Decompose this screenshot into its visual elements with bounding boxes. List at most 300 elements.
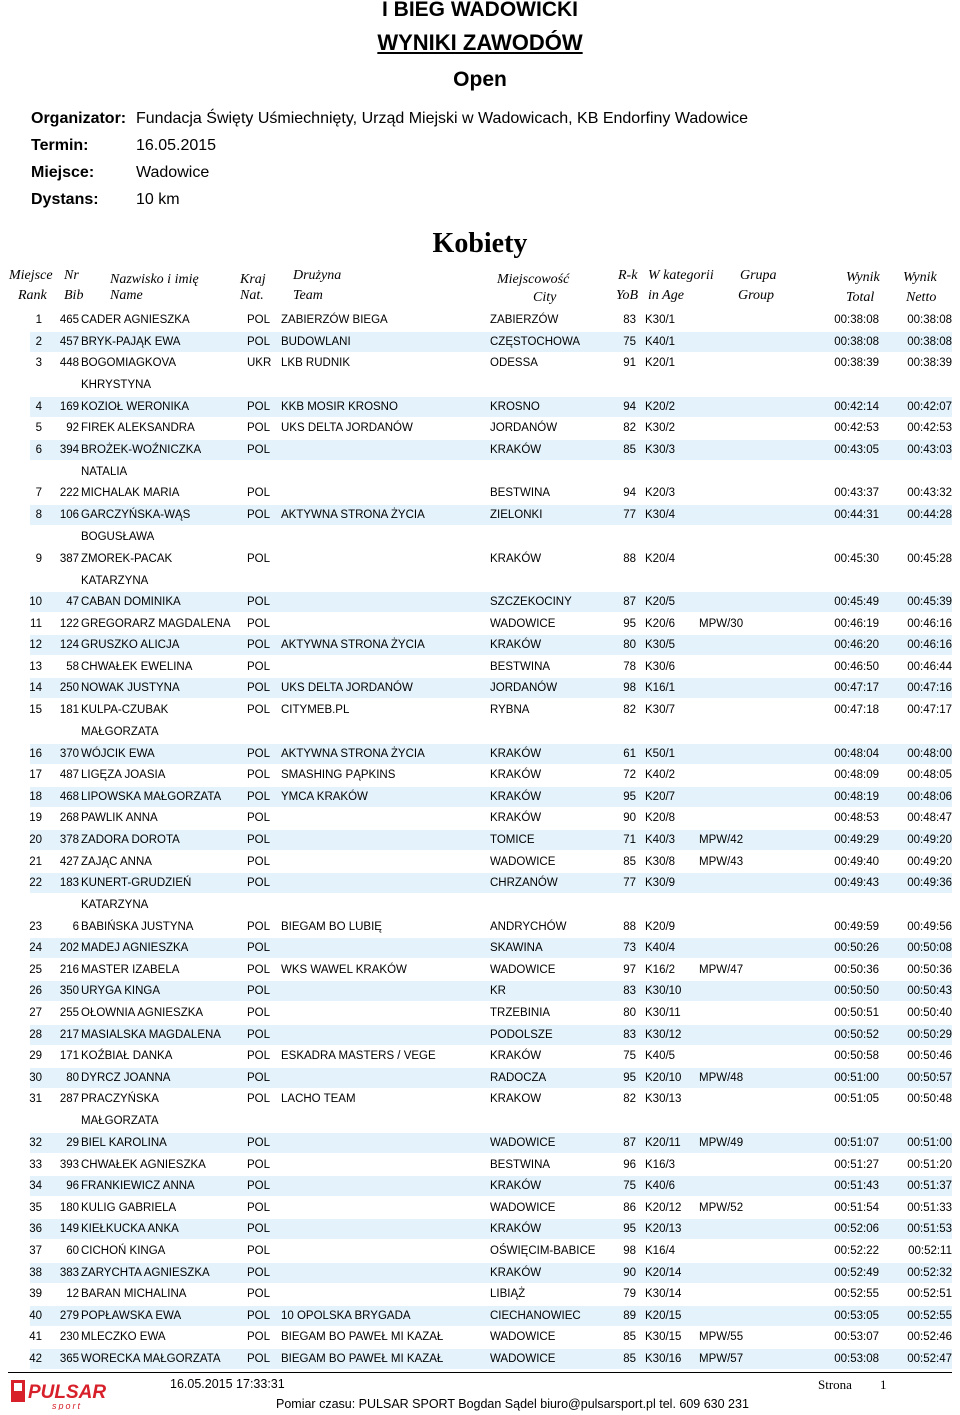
cell-total: 00:51:27 <box>834 1158 879 1171</box>
cell-net: 00:43:32 <box>907 487 952 500</box>
cell-nat: POL <box>247 790 271 803</box>
page-label: Strona <box>818 1377 852 1392</box>
organizer-value: Fundacja Święty Uśmiechnięty, Urząd Miejski w Wadowicach, KB Endorfiny Wadowice <box>136 110 749 127</box>
cell-nat: POL <box>247 1201 271 1214</box>
cell-city: WADOWICE <box>490 855 556 868</box>
cell-bib: 230 <box>59 1331 79 1344</box>
cell-nat: POL <box>247 833 271 846</box>
cell-bib: 171 <box>59 1050 79 1063</box>
cell-city: KRAKÓW <box>490 812 542 825</box>
print-timestamp: 16.05.2015 17:33:31 <box>170 1377 285 1391</box>
cell-yob: 89 <box>623 1309 636 1322</box>
cell-bib: 378 <box>59 833 79 846</box>
cell-yob: 94 <box>623 487 636 500</box>
col-nat-en: Nat. <box>240 288 264 303</box>
cell-cat: K30/6 <box>645 660 676 673</box>
cell-nat: POL <box>247 1352 271 1365</box>
cell-total: 00:51:00 <box>834 1071 879 1084</box>
cell-rank: 17 <box>29 769 42 782</box>
cell-cat: K40/3 <box>645 833 676 846</box>
cell-name: KIEŁKUCKA ANKA <box>81 1223 179 1236</box>
cell-city: KRAKÓW <box>490 747 542 760</box>
cell-bib: 58 <box>66 660 79 673</box>
cell-name-line2: KATARZYNA <box>81 899 149 912</box>
cell-bib: 60 <box>66 1244 79 1257</box>
col-total-en: Total <box>846 290 875 305</box>
cell-cat: K20/13 <box>645 1223 682 1236</box>
cell-net: 00:49:20 <box>907 855 952 868</box>
cell-net: 00:50:40 <box>907 1007 952 1019</box>
cell-city: LIBIĄŻ <box>490 1288 526 1301</box>
cell-bib: 387 <box>59 552 79 565</box>
cell-bib: 47 <box>66 596 79 608</box>
cell-net: 00:52:32 <box>907 1266 952 1279</box>
cell-yob: 87 <box>623 1136 636 1149</box>
col-rank-en: Rank <box>18 288 47 303</box>
cell-total: 00:45:30 <box>834 552 879 565</box>
cell-city: SKAWINA <box>490 942 543 955</box>
cell-rank: 40 <box>29 1309 42 1322</box>
col-net-en: Netto <box>906 290 937 305</box>
cell-total: 00:47:17 <box>834 682 879 695</box>
cell-city: KRAKOW <box>490 1093 542 1106</box>
cell-net: 00:38:39 <box>907 357 952 370</box>
cell-cat: K40/4 <box>645 942 676 955</box>
cell-nat: POL <box>247 617 271 630</box>
cell-nat: POL <box>247 1331 271 1344</box>
cell-group: MPW/57 <box>699 1352 744 1365</box>
cell-nat: POL <box>247 1071 271 1084</box>
cell-bib: 350 <box>59 985 79 998</box>
cell-cat: K30/13 <box>645 1093 682 1106</box>
cell-cat: K30/14 <box>645 1288 682 1301</box>
cell-city: WADOWICE <box>490 1136 556 1149</box>
cell-name: BOGOMIAGKOVA <box>81 357 176 370</box>
cell-cat: K30/8 <box>645 855 676 868</box>
cell-cat: K20/2 <box>645 400 676 413</box>
cell-group: MPW/47 <box>699 963 744 976</box>
cell-name: MICHALAK MARIA <box>81 487 180 500</box>
cell-cat: K20/6 <box>645 617 676 630</box>
cell-name: ZARYCHTA AGNIESZKA <box>81 1266 210 1279</box>
cell-yob: 98 <box>623 682 636 695</box>
cell-rank: 4 <box>35 400 42 413</box>
cell-name: GARCZYŃSKA-WĄS <box>81 509 191 521</box>
cell-total: 00:50:51 <box>834 1007 879 1019</box>
cell-yob: 95 <box>623 617 636 630</box>
cell-group: MPW/55 <box>699 1331 744 1344</box>
col-group-en: Group <box>738 288 775 303</box>
cell-rank: 20 <box>29 833 42 846</box>
cell-name-line2: KATARZYNA <box>81 574 149 587</box>
cell-rank: 31 <box>29 1093 42 1106</box>
cell-cat: K20/11 <box>645 1136 681 1149</box>
cell-cat: K16/1 <box>645 682 676 695</box>
cell-net: 00:50:08 <box>907 942 952 955</box>
distance-label: Dystans: <box>31 191 99 208</box>
cell-city: WADOWICE <box>490 1331 556 1344</box>
cell-name-line2: NATALIA <box>81 465 128 478</box>
cell-nat: POL <box>247 400 271 413</box>
cell-net: 00:38:08 <box>907 314 952 326</box>
cell-yob: 98 <box>623 1244 636 1257</box>
cell-net: 00:42:07 <box>907 400 952 413</box>
cell-rank: 19 <box>29 812 42 825</box>
cell-nat: POL <box>247 487 271 500</box>
col-team-pl: Drużyna <box>293 268 342 283</box>
cell-bib: 202 <box>59 942 79 955</box>
cell-cat: K20/4 <box>645 552 676 565</box>
cell-net: 00:50:36 <box>907 963 952 976</box>
cell-net: 00:50:48 <box>907 1093 952 1106</box>
cell-cat: K16/3 <box>645 1158 676 1171</box>
cell-rank: 3 <box>35 357 42 370</box>
cell-name: WORECKA MAŁGORZATA <box>81 1352 221 1365</box>
cell-nat: POL <box>247 942 271 955</box>
cell-cat: K20/14 <box>645 1266 682 1279</box>
cell-rank: 18 <box>29 790 42 803</box>
cell-nat: POL <box>247 1158 271 1171</box>
timing-info: Pomiar czasu: PULSAR SPORT Bogdan Sądel biuro@pulsarsport.pl tel. 609 630 231 <box>276 1397 749 1411</box>
cell-yob: 96 <box>623 1158 636 1171</box>
cell-name: ZMOREK-PACAK <box>81 552 173 565</box>
cell-rank: 37 <box>29 1244 42 1257</box>
cell-name: DYRCZ JOANNA <box>81 1071 171 1084</box>
cell-name: MLECZKO EWA <box>81 1331 166 1344</box>
cell-nat: POL <box>247 1244 271 1257</box>
cell-bib: 222 <box>59 487 79 500</box>
cell-cat: K30/1 <box>645 314 676 326</box>
cell-rank: 13 <box>29 660 42 673</box>
cell-team: ESKADRA MASTERS / VEGE <box>281 1050 436 1063</box>
cell-cat: K20/7 <box>645 790 676 803</box>
cell-nat: POL <box>247 682 271 695</box>
cell-rank: 28 <box>29 1028 42 1041</box>
cell-cat: K30/16 <box>645 1352 682 1365</box>
cell-rank: 36 <box>29 1223 42 1236</box>
cell-bib: 268 <box>59 812 79 825</box>
cell-yob: 90 <box>623 1266 636 1279</box>
cell-nat: POL <box>247 1223 271 1236</box>
cell-nat: POL <box>247 314 271 326</box>
cell-rank: 29 <box>29 1050 42 1063</box>
cell-team: UKS DELTA JORDANÓW <box>281 422 413 435</box>
cell-city: RADOCZA <box>490 1071 547 1084</box>
cell-name: POPŁAWSKA EWA <box>81 1309 182 1322</box>
cell-nat: POL <box>247 963 271 976</box>
cell-total: 00:52:55 <box>834 1288 879 1301</box>
col-team-en: Team <box>293 288 323 303</box>
cell-bib: 181 <box>59 704 79 716</box>
cell-city: KRAKÓW <box>490 639 542 652</box>
cell-net: 00:49:20 <box>907 833 952 846</box>
cell-net: 00:52:51 <box>907 1288 952 1301</box>
cell-group: MPW/42 <box>699 833 744 846</box>
cell-total: 00:48:19 <box>834 790 879 803</box>
cell-nat: POL <box>247 769 271 782</box>
cell-name: PRACZYŃSKA <box>81 1093 159 1106</box>
col-cat-pl: W kategorii <box>648 268 714 283</box>
cell-bib: 427 <box>59 855 79 868</box>
cell-name: GREGORARZ MAGDALENA <box>81 617 231 630</box>
cell-net: 00:51:37 <box>907 1180 952 1193</box>
cell-yob: 85 <box>623 1331 636 1344</box>
cell-bib: 29 <box>66 1136 79 1149</box>
cell-nat: POL <box>247 335 271 348</box>
cell-yob: 71 <box>623 833 636 846</box>
cell-bib: 457 <box>59 335 79 348</box>
cell-nat: POL <box>247 704 271 716</box>
cell-name: LIGĘZA JOASIA <box>81 769 166 782</box>
cell-yob: 80 <box>623 1007 636 1019</box>
cell-net: 00:50:57 <box>907 1071 952 1084</box>
cell-total: 00:51:05 <box>834 1093 879 1106</box>
col-net-pl: Wynik <box>903 270 937 285</box>
cell-city: BESTWINA <box>490 487 551 500</box>
cell-name: LIPOWSKA MAŁGORZATA <box>81 790 222 803</box>
cell-total: 00:53:08 <box>834 1352 879 1365</box>
cell-nat: POL <box>247 877 271 890</box>
cell-team: KKB MOSIR KROSNO <box>281 400 398 413</box>
cell-name: KULIG GABRIELA <box>81 1201 177 1214</box>
cell-name-line2: MAŁGORZATA <box>81 726 159 738</box>
cell-team: 10 OPOLSKA BRYGADA <box>281 1309 411 1322</box>
cell-bib: 448 <box>59 357 79 370</box>
cell-name: BIEL KAROLINA <box>81 1136 167 1149</box>
cell-total: 00:52:06 <box>834 1223 879 1236</box>
cell-city: JORDANÓW <box>490 682 558 695</box>
cell-name: CABAN DOMINIKA <box>81 596 181 608</box>
cell-total: 00:48:53 <box>834 812 879 825</box>
cell-total: 00:50:36 <box>834 963 879 976</box>
col-rank-pl: Miejsce <box>9 268 53 283</box>
cell-total: 00:38:08 <box>834 314 879 326</box>
cell-yob: 73 <box>623 942 636 955</box>
cell-total: 00:50:52 <box>834 1028 879 1041</box>
cell-city: KRAKÓW <box>490 790 542 803</box>
cell-team: BIEGAM BO PAWEŁ MI KAZAŁ <box>281 1331 444 1344</box>
cell-yob: 77 <box>623 509 636 521</box>
cell-net: 00:51:00 <box>907 1136 952 1149</box>
cell-yob: 83 <box>623 1028 636 1041</box>
cell-bib: 106 <box>59 509 79 521</box>
cell-bib: 487 <box>59 769 79 782</box>
cell-net: 00:49:56 <box>907 920 952 933</box>
cell-name: URYGA KINGA <box>81 985 161 998</box>
cell-name: KOŹBIAŁ DANKA <box>81 1050 173 1063</box>
cell-nat: POL <box>247 1050 271 1063</box>
cell-yob: 83 <box>623 314 636 326</box>
cell-group: MPW/43 <box>699 855 744 868</box>
cell-total: 00:43:05 <box>834 443 879 456</box>
cell-rank: 38 <box>29 1266 42 1279</box>
cell-city: KRAKÓW <box>490 1180 542 1193</box>
cell-nat: POL <box>247 596 271 608</box>
cell-name: FRANKIEWICZ ANNA <box>81 1180 195 1193</box>
cell-bib: 96 <box>66 1180 79 1193</box>
cell-rank: 34 <box>29 1180 42 1193</box>
cell-nat: POL <box>247 639 271 652</box>
cell-group: MPW/48 <box>699 1071 744 1084</box>
cell-name: ZADORA DOROTA <box>81 833 180 846</box>
cell-net: 00:51:20 <box>907 1158 952 1171</box>
cell-name: ZAJĄC ANNA <box>81 855 152 868</box>
cell-city: KR <box>490 985 506 998</box>
cell-nat: POL <box>247 747 271 760</box>
cell-group: MPW/52 <box>699 1201 744 1214</box>
cell-bib: 468 <box>59 790 79 803</box>
cell-rank: 41 <box>29 1331 42 1344</box>
cell-city: BESTWINA <box>490 660 551 673</box>
cell-city: ZIELONKI <box>490 509 543 521</box>
cell-yob: 91 <box>623 357 636 370</box>
cell-net: 00:48:47 <box>907 812 952 825</box>
cell-team: SMASHING PĄPKINS <box>281 769 396 782</box>
cell-nat: POL <box>247 509 271 521</box>
cell-yob: 97 <box>623 963 636 976</box>
cell-name-line2: BOGUSŁAWA <box>81 531 155 543</box>
cell-total: 00:48:04 <box>834 747 879 760</box>
cell-cat: K30/15 <box>645 1331 682 1344</box>
cell-yob: 82 <box>623 422 636 435</box>
cell-city: TOMICE <box>490 833 535 846</box>
organizer-label: Organizator: <box>31 110 127 127</box>
cell-bib: 6 <box>72 920 79 933</box>
cell-bib: 12 <box>66 1288 79 1301</box>
cell-net: 00:49:36 <box>907 877 952 890</box>
cell-rank: 33 <box>29 1158 42 1171</box>
cell-nat: POL <box>247 552 271 565</box>
cell-team: UKS DELTA JORDANÓW <box>281 682 413 695</box>
cell-bib: 279 <box>59 1309 79 1322</box>
cell-cat: K40/1 <box>645 335 676 348</box>
cell-total: 00:42:53 <box>834 422 879 435</box>
cell-rank: 8 <box>35 509 42 521</box>
category-heading: Open <box>453 68 507 91</box>
cell-total: 00:50:26 <box>834 942 879 955</box>
cell-net: 00:48:06 <box>907 790 952 803</box>
cell-yob: 61 <box>623 747 636 760</box>
cell-city: KROSNO <box>490 400 540 413</box>
cell-total: 00:42:14 <box>834 400 879 413</box>
cell-nat: POL <box>247 812 271 825</box>
cell-net: 00:48:00 <box>907 747 952 760</box>
cell-total: 00:38:39 <box>834 357 879 370</box>
cell-name: KOZIOŁ WERONIKA <box>81 400 189 413</box>
cell-cat: K30/5 <box>645 639 676 652</box>
cell-name: BARAN MICHALINA <box>81 1288 187 1301</box>
cell-total: 00:51:07 <box>834 1136 879 1149</box>
cell-net: 00:45:28 <box>907 552 952 565</box>
cell-total: 00:53:07 <box>834 1331 879 1344</box>
cell-rank: 14 <box>29 682 42 695</box>
cell-bib: 169 <box>59 400 79 413</box>
place-label: Miejsce: <box>31 164 95 181</box>
cell-city: ANDRYCHÓW <box>490 920 567 933</box>
cell-net: 00:48:05 <box>907 769 952 782</box>
cell-name: CICHOŃ KINGA <box>81 1244 166 1257</box>
cell-city: OŚWIĘCIM-BABICE <box>490 1244 596 1257</box>
cell-cat: K20/8 <box>645 812 676 825</box>
cell-nat: UKR <box>247 357 272 370</box>
cell-net: 00:52:46 <box>907 1331 952 1344</box>
cell-bib: 370 <box>59 747 79 760</box>
cell-name: BROŻEK-WOŹNICZKA <box>81 443 202 456</box>
cell-total: 00:50:58 <box>834 1050 879 1063</box>
cell-team: BIEGAM BO LUBIĘ <box>281 920 382 933</box>
cell-rank: 27 <box>29 1007 42 1019</box>
cell-total: 00:49:40 <box>834 855 879 868</box>
cell-total: 00:48:09 <box>834 769 879 782</box>
cell-cat: K40/2 <box>645 769 676 782</box>
cell-total: 00:38:08 <box>834 335 879 348</box>
cell-net: 00:46:16 <box>907 639 952 652</box>
cell-nat: POL <box>247 422 271 435</box>
cell-name-line2: MAŁGORZATA <box>81 1115 159 1128</box>
cell-name: MASIALSKA MAGDALENA <box>81 1028 221 1041</box>
cell-team: LKB RUDNIK <box>281 357 351 370</box>
cell-city: KRAKÓW <box>490 1266 542 1279</box>
cell-yob: 77 <box>623 877 636 890</box>
cell-cat: K30/3 <box>645 443 676 456</box>
cell-city: KRAKÓW <box>490 769 542 782</box>
cell-city: ZABIERZÓW <box>490 314 559 326</box>
cell-nat: POL <box>247 1288 271 1301</box>
cell-total: 00:49:43 <box>834 877 879 890</box>
cell-yob: 95 <box>623 790 636 803</box>
cell-nat: POL <box>247 1266 271 1279</box>
cell-city: WADOWICE <box>490 1201 556 1214</box>
cell-yob: 94 <box>623 400 636 413</box>
logo-sub: sport <box>52 1401 83 1410</box>
cell-yob: 80 <box>623 639 636 652</box>
col-yob-en: YoB <box>616 288 639 303</box>
cell-name: NOWAK JUSTYNA <box>81 682 180 695</box>
cell-total: 00:46:19 <box>834 617 879 630</box>
cell-yob: 82 <box>623 1093 636 1106</box>
cell-net: 00:52:47 <box>907 1352 952 1365</box>
cell-cat: K20/9 <box>645 920 676 933</box>
cell-city: KRAKÓW <box>490 552 542 565</box>
cell-group: MPW/30 <box>699 617 744 630</box>
cell-yob: 95 <box>623 1223 636 1236</box>
cell-yob: 83 <box>623 985 636 998</box>
cell-bib: 124 <box>59 639 79 652</box>
cell-team: BIEGAM BO PAWEŁ MI KAZAŁ <box>281 1352 444 1365</box>
cell-name: KUNERT-GRUDZIEŃ <box>81 877 192 890</box>
cell-nat: POL <box>247 1309 271 1322</box>
cell-city: BESTWINA <box>490 1158 551 1171</box>
event-title: I BIEG WADOWICKI <box>382 0 578 21</box>
cell-net: 00:42:53 <box>907 422 952 435</box>
cell-rank: 24 <box>29 942 42 955</box>
cell-yob: 87 <box>623 596 636 608</box>
cell-rank: 12 <box>29 639 42 652</box>
cell-nat: POL <box>247 1093 271 1106</box>
cell-rank: 23 <box>29 920 42 933</box>
cell-total: 00:47:18 <box>834 704 879 716</box>
col-city-pl: Miejscowość <box>497 272 570 287</box>
cell-net: 00:44:28 <box>907 509 952 521</box>
cell-cat: K20/15 <box>645 1309 682 1322</box>
cell-yob: 72 <box>623 769 636 782</box>
cell-total: 00:50:50 <box>834 985 879 998</box>
cell-city: TRZEBINIA <box>490 1007 551 1019</box>
pulsar-logo <box>10 1376 114 1410</box>
cell-rank: 10 <box>29 596 42 608</box>
cell-team: AKTYWNA STRONA ŻYCIA <box>281 747 425 760</box>
cell-net: 00:51:33 <box>907 1201 952 1214</box>
